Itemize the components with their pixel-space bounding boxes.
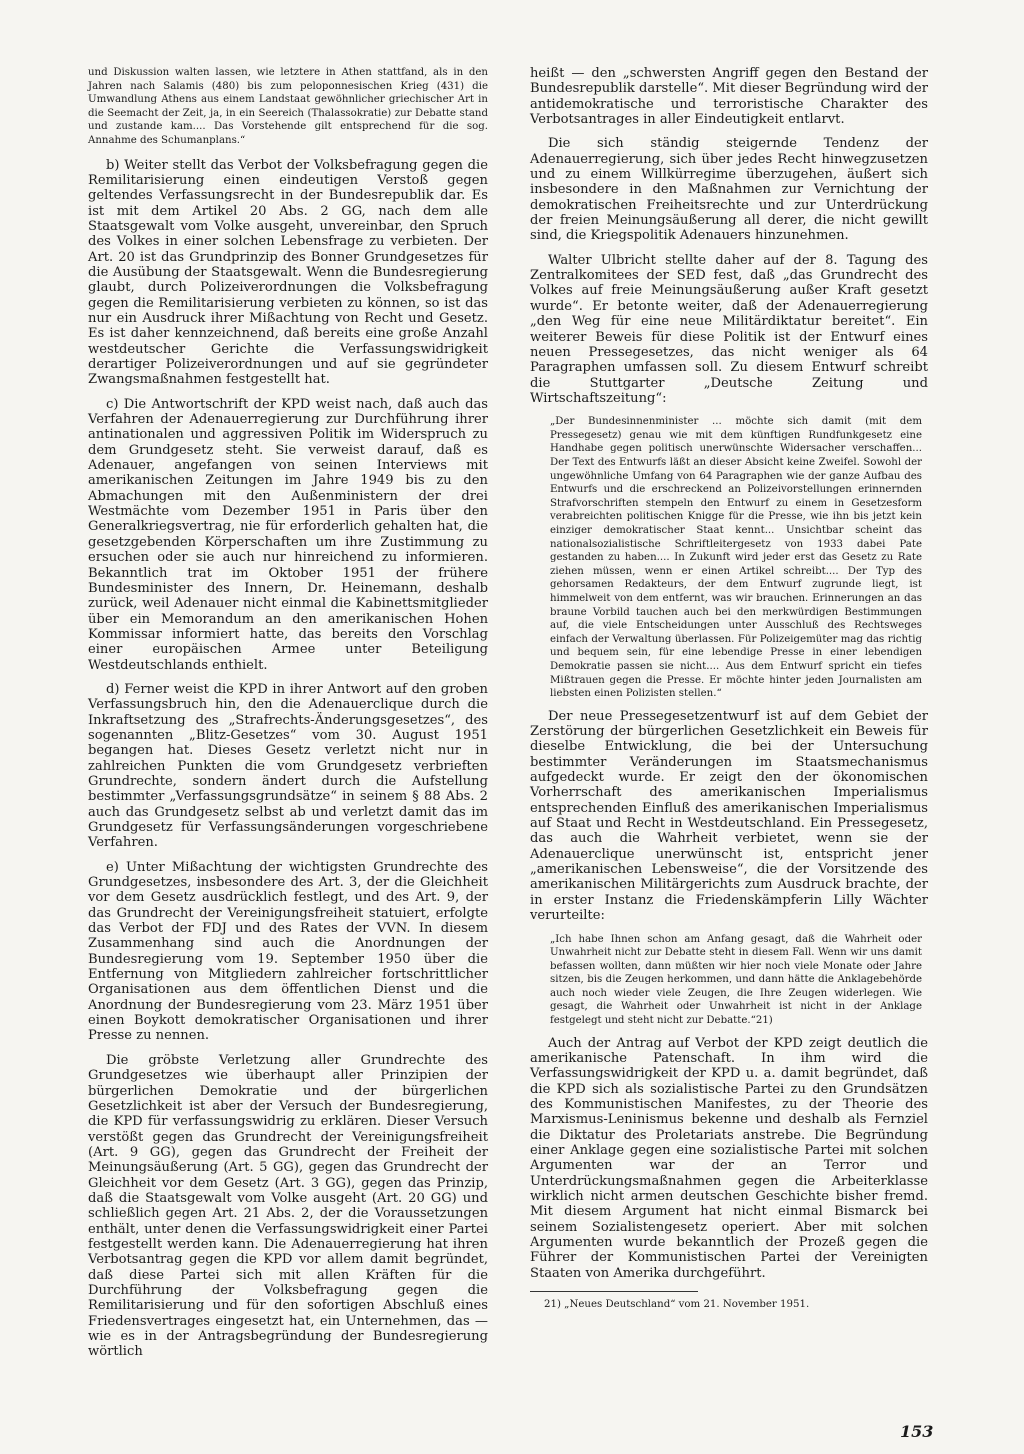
paragraph-ulbricht: Walter Ulbricht stellte daher auf der 8. Tagung des Zentralkomitees der SED fest, daß „das Grundrecht des Volkes auf freie Meinungsäußerung außer Kraft gesetzt wurde“. Er betonte weiter, daß der Adenauerregierung „den Weg für eine neue Militärdiktatur bereitet“. Ein weiterer Beweis für diese Politik ist der Entwurf eines neuen Pressegesetzes, das nicht weniger als 64 Paragraphen umfassen soll. Zu diesem Entwurf schreibt die Stuttgarter „Deutsche Zeitung und Wirtschaftszeitung“: [530,252,928,406]
paragraph-e: e) Unter Mißachtung der wichtigsten Grundrechte des Grundgesetzes, insbesondere des Art. 3, der die Gleichheit vor dem Gesetz ausdrücklich festlegt, und des Art. 9, der das Grundrecht der Vereinigungsfreiheit statuiert, erfolgte das Verbot der FDJ und des Rates der VVN. In diesem Zusammenhang sind auch die Anordnungen der Bundesregierung vom 19. September 1950 über die Entfernung von Mitgliedern zahlreicher fortschrittlicher Organisationen aus dem öffentlichen Dienst und die Anordnung der Bundesregierung vom 23. März 1951 über einen Boykott demokratischer Organisationen und ihrer Presse zu nennen. [88,859,488,1044]
paragraph-d: d) Ferner weist die KPD in ihrer Antwort auf den groben Verfassungsbruch hin, den die Adenauerclique durch die Inkraftsetzung des „Strafrechts-Änderungsgesetzes“, des sogenannten „Blitz-Gesetzes“ vom 30. August 1951 begangen hat. Dieses Gesetz verletzt nicht nur in zahlreichen Punkten die vom Grundgesetz verbrieften Grundrechte, sondern ändert durch die Aufstellung bestimmter „Verfassungsgrundsätze“ in seinem § 88 Abs. 2 auch das Grundgesetz selbst ab und verletzt damit das im Grundgesetz für Verfassungsänderungen vorgeschriebene Verfahren. [88,681,488,851]
page-number: 153 [900,1422,934,1441]
block-quote-militaergericht: „Ich habe Ihnen schon am Anfang gesagt, daß die Wahrheit oder Unwahrheit nicht zur Debatte steht in diesem Fall. Wenn wir uns damit befassen wollten, dann müßten wir hier noch viele Monate oder Jahre sitzen, bis die Zeugen herkommen, und dann hätte die Anklagebehörde auch noch wieder viele Zeugen, die Ihre Zeugen widerlegen. Wie gesagt, die Wahrheit oder Unwahrheit ist nicht in der Anklage festgelegt und steht nicht zur Debatte.“21) [550,933,922,1027]
block-quote-continued: und Diskussion walten lassen, wie letztere in Athen stattfand, als in den Jahren nach Salamis (480) bis zum peloponnesischen Krieg (431) die Umwandlung Athens aus einem Landstaat gewöhnlicher griechischer Art in die Seemacht der Zeit, ja, in ein Seereich (Thalassokratie) zur Debatte stand und zustande kam.... Das Vorstehende gilt entsprechend für die sog. Annahme des Schumanplans.“ [88,67,488,146]
paragraph-pressegesetz: Der neue Pressegesetzentwurf ist auf dem Gebiet der Zerstörung der bürgerlichen Gesetzlichkeit ein Beweis für dieselbe Entwicklung, die bei der Untersuchung bestimmter Veränderungen im Staatsmechanismus aufgedeckt wurde. Er zeigt den der ökonomischen Vorherrschaft des amerikanischen Imperialismus entsprechenden Einfluß des amerikanischen Imperialismus auf Staat und Recht in Westdeutschland. Ein Pressegesetz, das auch die Wahrheit verbietet, wenn sie der Adenauerclique unerwünscht ist, entspricht jener „amerikanischen Lebensweise“, die der Vorsitzende des amerikanischen Militärgerichts zum Ausdruck brachte, der in erster Instanz die Friedenskämpferin Lilly Wächter verurteilte: [530,708,928,924]
paragraph-b: b) Weiter stellt das Verbot der Volksbefragung gegen die Remilitarisierung einen eindeutigen Verstoß gegen geltendes Verfassungsrecht in der Bundesrepublik dar. Es ist mit dem Artikel 20 Abs. 2 GG, nach dem alle Staatsgewalt vom Volke ausgeht, unvereinbar, den Spruch des Volkes in einer solchen Lebensfrage zu verbieten. Der Art. 20 ist das Grundprinzip des Bonner Grundgesetzes für die Ausübung der Staatsgewalt. Wenn die Bundesregierung glaubt, durch Polizeiverordnungen die Volksbefragung gegen die Remilitarisierung verbieten zu können, so ist das nur ein Ausdruck ihrer Mißachtung von Recht und Gesetz. Es ist daher kennzeichnend, daß bereits eine große Anzahl westdeutscher Gerichte die Verfassungswidrigkeit derartiger Polizeiverordnungen und auf sie gegründeter Zwangsmaßnahmen festgestellt hat. [88,157,488,388]
block-quote-deutsche-zeitung: „Der Bundesinnenminister ... möchte sich damit (mit dem Pressegesetz) genau wie mit dem künftigen Rundfunkgesetz eine Handhabe gegen politisch unerwünschte Widersacher verschaffen... Der Text des Entwurfs läßt an dieser Absicht keine Zweifel. Sowohl der ungewöhnliche Umfang von 64 Paragraphen wie der ganze Aufbau des Entwurfs und die erschreckend an Polizeivorstellungen erinnernden Strafvorschriften stempeln den Entwurf zu einem in Gesetzesform verabreichten politischen Knigge für die Presse, wie ihn bis jetzt kein einziger demokratischer Staat kennt... Unsichtbar scheint das nationalsozialistische Schriftleitergesetz von 1933 dabei Pate gestanden zu haben.... In Zukunft wird jeder erst das Gesetz zu Rate ziehen müssen, wenn er einen Artikel schreibt.... Der Typ des gehorsamen Redakteurs, der dem Entwurf zugrunde liegt, ist himmelweit von dem entfernt, was wir brauchen. Erinnerungen an das braune Vorbild tauchen auch bei den merkwürdigen Bestimmungen auf, die viele Entscheidungen unter Ausschluß des Rechtsweges einfach der Verwaltung überlassen. Für Polizeigemüter mag das richtig und bequem sein, für eine lebendige Presse in einer lebendigen Demokratie passen sie nicht.... Aus dem Entwurf spricht ein tiefes Mißtrauen gegen die Presse. Er möchte hinter jeden Journalisten am liebsten einen Polizisten stellen.“ [550,416,922,700]
paragraph-continuation: heißt — den „schwersten Angriff gegen den Bestand der Bundesrepublik darstelle“. Mit dieser Begründung wird der antidemokratische und terroristische Charakter des Verbotsantrages in aller Eindeutigkeit entlarvt. [530,66,928,128]
footnote-divider [530,1291,698,1292]
footnote-21: 21) „Neues Deutschland“ vom 21. November 1951. [544,1299,810,1311]
paragraph-patenschaft: Auch der Antrag auf Verbot der KPD zeigt deutlich die amerikanische Patenschaft. In ihm wird die Verfassungswidrigkeit der KPD u. a. damit begründet, daß die KPD sich als sozialistische Partei zu den Grundsätzen des Kommunistischen Manifestes, zu der Theorie des Marxismus-Leninismus bekenne und deshalb als Fernziel die Diktatur des Proletariats anstrebe. Die Begründung einer Anklage gegen eine sozialistische Partei mit solchen Argumenten war der an Terror und Unterdrückungsmaßnahmen gegen die Arbeiterklasse wirklich nicht armen deutschen Geschichte bisher fremd. Mit diesem Argument hat nicht einmal Bismarck bei seinem Sozialistengesetz operiert. Aber mit solchen Argumenten wurde bekanntlich der Prozeß gegen die Führer der Kommunistischen Partei der Vereinigten Staaten von Amerika durchgeführt. [530,1035,928,1281]
right-column [530,66,928,1311]
paragraph-c: c) Die Antwortschrift der KPD weist nach, daß auch das Verfahren der Adenauerregierung zur Durchführung ihrer antinationalen und aggressiven Politik im Widerspruch zu dem Grundgesetz steht. Sie verweist darauf, daß es Adenauer, angefangen von seinen Interviews mit amerikanischen Zeitungen im Jahre 1949 bis zu den Abmachungen mit den Außenministern der drei Westmächte vom Dezember 1951 in Paris über den Generalkriegsvertrag, nie für erforderlich gehalten hat, die gesetzgebenden Körperschaften um ihre Zustimmung zu ersuchen oder sie auch nur hinreichend zu informieren. Bekanntlich trat im Oktober 1951 der frühere Bundesminister des Innern, Dr. Heinemann, deshalb zurück, weil Adenauer nicht einmal die Kabinettsmitglieder über ein Memorandum an den amerikanischen Hohen Kommissar informiert hatte, das bereits den Vorschlag einer europäischen Armee unter Beteiligung Westdeutschlands enthielt. [88,396,488,673]
left-column [88,66,488,1369]
paragraph-grobste-verletzung: Die gröbste Verletzung aller Grundrechte des Grundgesetzes wie überhaupt aller Prinzipien der bürgerlichen Demokratie und der bürgerlichen Gesetzlichkeit ist aber der Versuch der Bundesregierung, die KPD für verfassungswidrig zu erklären. Dieser Versuch verstößt gegen das Grundrecht der Vereinigungsfreiheit (Art. 9 GG), gegen das Grundrecht der Freiheit der Meinungsäußerung (Art. 5 GG), gegen das Grundrecht der Gleichheit vor dem Gesetz (Art. 3 GG), gegen das Prinzip, daß die Staatsgewalt vom Volke ausgeht (Art. 20 GG) und schließlich gegen Art. 21 Abs. 2, der die Voraussetzungen enthält, unter denen die Verfassungswidrigkeit einer Partei festgestellt werden kann. Die Adenauerregierung hat ihren Verbotsantrag gegen die KPD vor allem damit begründet, daß diese Partei sich mit allen Kräften für die Durchführung der Volksbefragung gegen die Remilitarisierung und für den sofortigen Abschluß eines Friedensvertrages eingesetzt hat, ein Unternehmen, das — wie es in der Antragsbegründung der Bundesregierung wörtlich [88,1052,488,1360]
paragraph-tendenz: Die sich ständig steigernde Tendenz der Adenauerregierung, sich über jedes Recht hinwegzusetzen und zu einem Willkürregime überzugehen, äußert sich insbesondere in den Maßnahmen zur Vernichtung der demokratischen Freiheitsrechte und zur Unterdrückung der freien Meinungsäußerung all derer, die nicht gewillt sind, die Kriegspolitik Adenauers hinzunehmen. [530,136,928,244]
